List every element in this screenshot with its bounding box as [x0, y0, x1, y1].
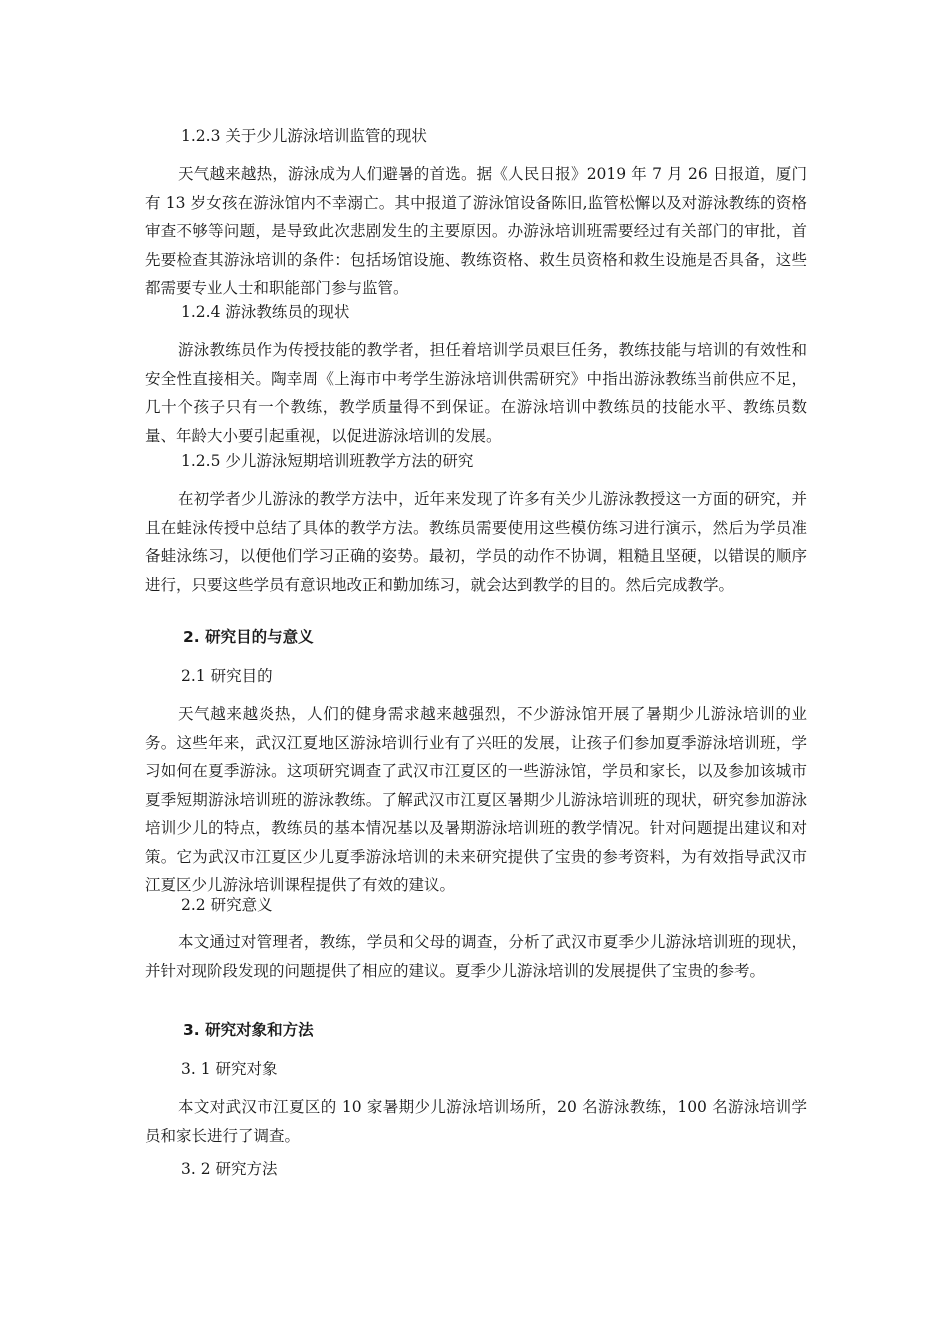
- heading-2-2: 2.2 研究意义: [181, 896, 273, 914]
- heading-2: 2. 研究目的与意义: [183, 628, 314, 646]
- paragraph-1-2-3: 天气越来越热，游泳成为人们避暑的首选。据《人民日报》2019 年 7 月 26 日报道，厦门有 13 岁女孩在游泳馆内不幸溺亡。其中报道了游泳馆设备陈旧,监管松懈以及对游泳教练的资格审查不够等问题，是导致此次悲剧发生的主要原因。办游泳培训班需要经过有关部门的审批，首先要检查其游泳培训的条件：包括场馆设施、教练资格、救生员资格和救生设施是否具备，这些都需要专业人士和职能部门参与监管。: [145, 165, 807, 297]
- heading-2-1: 2.1 研究目的: [181, 667, 273, 685]
- heading-3-1: 3. 1 研究对象: [181, 1060, 278, 1078]
- paragraph-1-2-5: 在初学者少儿游泳的教学方法中，近年来发现了许多有关少儿游泳教授这一方面的研究，并且在蛙泳传授中总结了具体的教学方法。教练员需要使用这些模仿练习进行演示，然后为学员准备蛙泳练习，以便他们学习正确的姿势。最初，学员的动作不协调，粗糙且坚硬，以错误的顺序进行，只要这些学员有意识地改正和勤加练习，就会达到教学的目的。然后完成教学。: [145, 490, 807, 594]
- heading-3: 3. 研究对象和方法: [183, 1021, 314, 1039]
- paragraph-3-1: 本文对武汉市江夏区的 10 家暑期少儿游泳培训场所，20 名游泳教练，100 名游泳培训学员和家长进行了调查。: [145, 1098, 807, 1145]
- heading-1-2-4: 1.2.4 游泳教练员的现状: [181, 303, 350, 321]
- paragraph-2-1: 天气越来越炎热，人们的健身需求越来越强烈，不少游泳馆开展了暑期少儿游泳培训的业务。这些年来，武汉江夏地区游泳培训行业有了兴旺的发展，让孩子们参加夏季游泳培训班，学习如何在夏季游泳。这项研究调查了武汉市江夏区的一些游泳馆，学员和家长，以及参加该城市夏季短期游泳培训班的游泳教练。了解武汉市江夏区暑期少儿游泳培训班的现状，研究参加游泳培训少儿的特点，教练员的基本情况基以及暑期游泳培训班的教学情况。针对问题提出建议和对策。它为武汉市江夏区少儿夏季游泳培训的未来研究提供了宝贵的参考资料，为有效指导武汉市江夏区少儿游泳培训课程提供了有效的建议。: [145, 705, 807, 894]
- paragraph-2-2: 本文通过对管理者，教练，学员和父母的调查，分析了武汉市夏季少儿游泳培训班的现状，并针对现阶段发现的问题提供了相应的建议。夏季少儿游泳培训的发展提供了宝贵的参考。: [145, 933, 807, 980]
- heading-1-2-3: 1.2.3 关于少儿游泳培训监管的现状: [181, 127, 427, 145]
- paragraph-1-2-4: 游泳教练员作为传授技能的教学者，担任着培训学员艰巨任务，教练技能与培训的有效性和安全性直接相关。陶幸周《上海市中考学生游泳培训供需研究》中指出游泳教练当前供应不足，几十个孩子只有一个教练，教学质量得不到保证。在游泳培训中教练员的技能水平、教练员数量、年龄大小要引起重视，以促进游泳培训的发展。: [145, 341, 807, 445]
- heading-1-2-5: 1.2.5 少儿游泳短期培训班教学方法的研究: [181, 452, 474, 470]
- heading-3-2: 3. 2 研究方法: [181, 1160, 278, 1178]
